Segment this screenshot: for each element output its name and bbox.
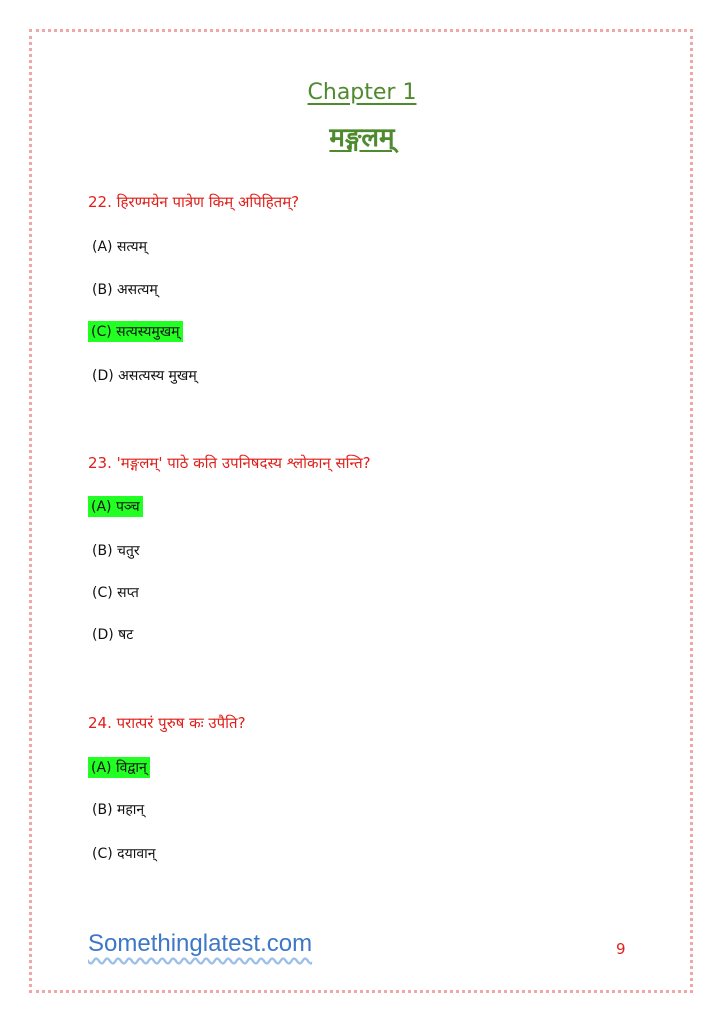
question-24-option-c: (C) दयावान् bbox=[92, 846, 156, 862]
question-22-option-a: (A) सत्यम् bbox=[92, 239, 147, 255]
question-24: 24. परात्परं पुरुष कः उपैति? bbox=[88, 714, 246, 732]
question-22-option-b: (B) असत्यम् bbox=[92, 282, 158, 298]
question-24-option-a-answer: (A) विद्वान् bbox=[88, 757, 150, 778]
question-23-option-a-answer: (A) पञ्च bbox=[88, 496, 143, 517]
question-22-option-c-answer: (C) सत्यस्यमुखम् bbox=[88, 321, 183, 342]
question-23-option-b: (B) चतुर bbox=[92, 543, 140, 559]
chapter-title: मङ्गलम् bbox=[329, 123, 395, 153]
question-23-option-c: (C) सप्त bbox=[92, 585, 139, 601]
footer-site-link[interactable]: Somethinglatest.com bbox=[88, 930, 313, 957]
question-23-option-d: (D) षट bbox=[92, 627, 134, 643]
page-number: 9 bbox=[616, 940, 626, 958]
question-22-option-d: (D) असत्यस्य मुखम् bbox=[92, 368, 197, 384]
question-22: 22. हिरण्मयेन पात्रेण किम् अपिहितम्? bbox=[88, 193, 300, 211]
question-24-option-b: (B) महान् bbox=[92, 802, 145, 818]
question-23: 23. 'मङ्गलम्' पाठे कति उपनिषदस्य श्लोकान् सन्ति? bbox=[88, 454, 371, 472]
chapter-number: Chapter 1 bbox=[307, 80, 417, 105]
